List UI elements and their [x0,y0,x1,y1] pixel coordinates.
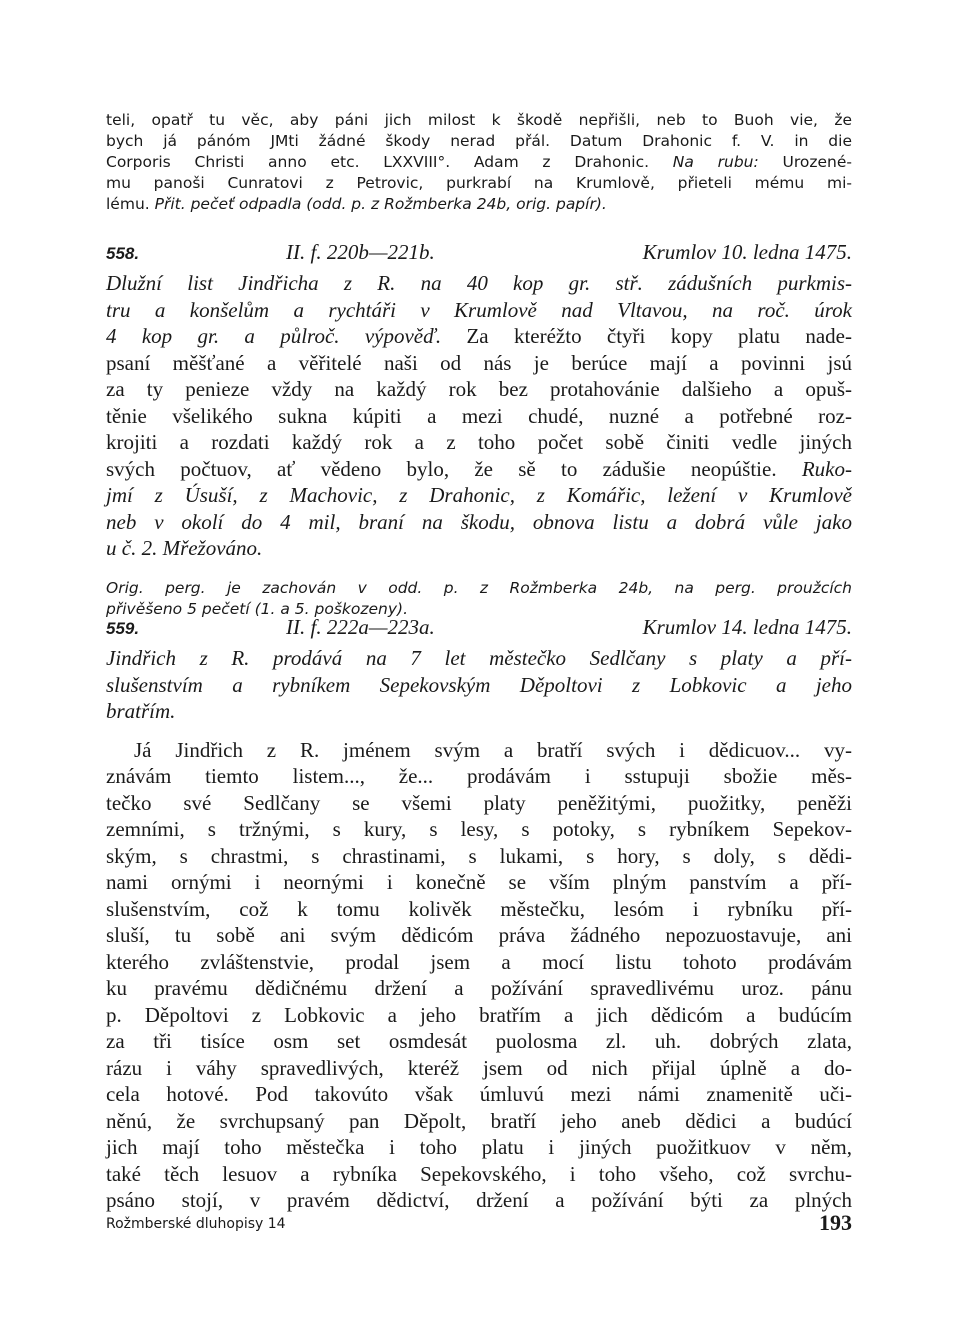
text-line: ku pravému dědičnému držení a požívání spravedlivému uroz. pánu [106,976,852,1000]
entry-heading [106,615,852,645]
entry-number: 559. [106,619,140,638]
text-line: ským, s chrastmi, s chrastinami, s lukami, s hory, s doly, s dědi- [106,843,852,868]
text-line: něnú, že svrchupsaný pan Děpolt, bratří jeho aneb dědici a budúcí [106,1108,852,1133]
text-line: nami ornými i neornými i konečně se vším plným panstvím a pří- [106,870,852,894]
source-line: Orig. perg. je zachován v odd. p. z Rožmberka 24b, na perg. proužcích [106,578,852,597]
entry-559 [106,615,852,1214]
entry-heading [106,240,852,270]
note-line: jmí z Úsuší, z Machovic, z Drahonic, z Komářic, ležení v Krumlově [106,483,852,507]
entry-number: 558. [106,244,140,263]
text-line: jich mají toho městečka i toho platu i jiných puožitkuov v něm, [106,1135,852,1159]
text-line: lému. Přit. pečeť odpadla (odd. p. z Rožmberka 24b, orig. papír). [106,195,607,213]
text-line: teli, opatř tu věc, aby páni jich milost k škodě nepřišli, neb to Buoh vie, že [106,111,852,129]
text-line: za ty penieze vždy na každý rok bez protahovánie dalšieho a opuš- [106,377,852,401]
folio-reference: II. f. 220b—221b. [286,240,435,264]
text-line: rázu i váhy spravedlivých, kteréž jsem od nich přijal úplně a do- [106,1055,852,1080]
entry-558 [106,240,852,620]
place-date: Krumlov 10. ledna 1475. [642,240,852,264]
text-line: mu panoši Cunratovi z Petrovic, purkrabí na Krumlově, přieteli mému mi- [106,174,852,192]
text-line: p. Děpoltovi z Lobkovic a jeho bratřím a jich dědicóm a budúcím [106,1002,852,1027]
text-line: psaní měšťané a věřitelé naši od nás je berúce mají a povinni jsú [106,350,852,375]
page-footer [106,1210,852,1240]
regest-line: tru a konšelům a rychtáři v Krumlově nad Vltavou, na roč. úrok [106,297,852,322]
entry-text [106,737,852,1214]
text-line: psáno stojí, v pravém dědictví, držení a požívání býti za plných [106,1188,852,1212]
text-line: těnie všelikého sukna kúpiti a mezi chudé, nuzné a potřebné roz- [106,403,852,428]
regest [106,645,852,725]
source-note [106,578,852,620]
text-line: tečko své Sedlčany se všemi platy peněžitými, puožitky, peněži [106,790,852,815]
footer-label: Rožmberské dluhopisy 14 [106,1216,286,1232]
text-line: kterého zvláštenstvie, prodal jsem a mocí listu tohoto prodávám [106,949,852,974]
text-line: krojiti a rozdati každý rok a z toho počet sobě činiti vedle jiných [106,430,852,454]
previous-entry-tail [106,110,852,215]
text-line: bych já pánóm JMti žádné škody nerad přál. Datum Drahonic f. V. in die [106,132,852,150]
text-line: Já Jindřich z R. jménem svým a bratří svých i dědicuov... vy- [134,737,852,762]
text-line: slušenstvím, což k tomu kolivěk městečku, lesóm i rybníku pří- [106,896,852,921]
text-line: znávám tiemto listem..., že... prodávám i sstupuji sbožie měs- [106,764,852,788]
text-line: zemními, s tržnými, s kury, s lesy, s potoky, s rybníkem Sepekov- [106,817,852,841]
regest-line: Dlužní list Jindřicha z R. na 40 kop gr. stř. zádušních purkmis- [106,271,852,295]
text-line: svých počtuov, ať vědeno bylo, že sě to zádušie neopúštie. Ruko- [106,456,852,481]
entry-text [106,270,852,562]
source-line: přivěšeno 5 pečetí (1. a 5. poškozeny). [106,599,409,618]
text-line: za tři tisíce osm set osmdesát puolosma zl. uh. dobrých zlata, [106,1029,852,1053]
text-line: také těch lesuov a rybníka Sepekovského, i toho všeho, což svrchu- [106,1161,852,1186]
place-date: Krumlov 14. ledna 1475. [642,615,852,639]
regest-line: bratřím. [106,699,176,723]
page-number: 193 [819,1210,852,1235]
text-line: 4 kop gr. a půlroč. výpověď. Za kteréžto čtyři kopy platu nade- [106,324,852,348]
regest-line: slušenstvím a rybníkem Sepekovským Děpoltovi z Lobkovic a jeho [106,672,852,697]
text-line: sluší, tu sobě ani svým dědicóm práva žádného nepozuostavuje, ani [106,923,852,947]
note-line: u č. 2. Mřežováno. [106,536,263,560]
text-line: Corporis Christi anno etc. LXXVIII°. Adam z Drahonic. Na rubu: Urozené- [106,153,852,171]
note-line: neb v okolí do 4 mil, braní na škodu, obnova listu a dobrá vůle jako [106,509,852,534]
folio-reference: II. f. 222a—223a. [286,615,435,639]
regest-line: Jindřich z R. prodává na 7 let městečko Sedlčany s platy a pří- [106,646,852,670]
text-line: cela hotové. Pod takovúto však úmluvú mezi námi znamenitě uči- [106,1082,852,1106]
